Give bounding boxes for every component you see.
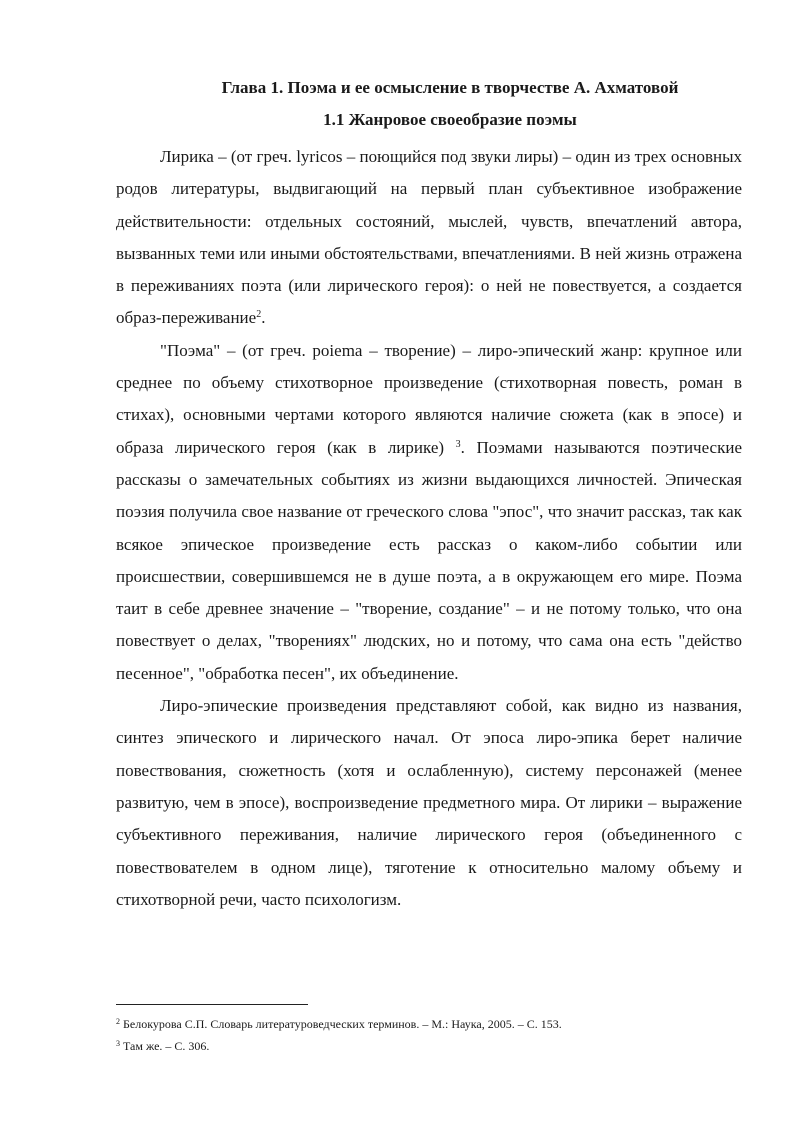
paragraph-text: "Поэма" – (от греч. poiema – творение) – лиро-эпический жанр: крупное или среднее по объему стихотворное произведение (стихотворная повесть, роман в стихах), основными чертами которого являются наличие сюжета (как в эпосе) и образа лирического героя (как в лирике) [116,340,742,457]
paragraph-text-continued: . Поэмами называются поэтические рассказы о замечательных событиях из жизни выдающихся личностей. Эпическая поэзия получила свое название от греческого слова "эпос", что значит рассказ, так как всякое эпическое произведение есть рассказ о каком-либо событии или происшествии, совершившемся не в душе поэта, а в окружающем его мире. Поэма таит в себе древнее значение – "творение, создание" – и не потому только, что она повествует о делах, "творениях" людских, но и потому, что сама она есть "действо песенное", "обработка песен", их объединение. [116,437,743,683]
paragraph-text: Лирика – (от греч. lyricos – поющийся под звуки лиры) – один из трех основных родов литературы, выдвигающий на первый план субъективное изображение действительности: отдельных состояний, мыслей, чувств, впечатлений автора, вызванных теми или иными обстоятельствами, впечатлениями. В ней жизнь отражена в переживаниях поэта (или лирического героя): о ней не повествуется, а создается образ-переживание [116,147,742,328]
paragraph-poem [116,335,742,690]
body-text [116,141,742,916]
footnote-ref[interactable]: 3 [455,438,461,450]
footnote-text: Белокурова С.П. Словарь литературоведческих терминов. – М.: Наука, 2005. – С. 153. [123,1017,562,1031]
chapter-title: Глава 1. Поэма и ее осмысление в творчестве А. Ахматовой [221,78,679,97]
footnote-separator [116,1004,308,1005]
section-title: 1.1 Жанровое своеобразие поэмы [323,110,577,129]
paragraph-text: Лиро-эпические произведения представляют собой, как видно из названия, синтез эпического и лирического начал. От эпоса лиро-эпика берет наличие повествования, сюжетность (хотя и ослабленную), систему персонажей (менее развитую, чем в эпосе), воспроизведение предметного мира. От лирики – выражение субъективного переживания, наличие лирического героя (объединенного с повествователем в одном лице), тяготение к относительно малому объему и стихотворной речи, часто психологизм. [116,696,742,909]
paragraph-lyric [116,141,742,335]
footnote-item [116,1035,742,1057]
footnote-ref[interactable]: 2 [256,309,262,321]
footnote-item [116,1013,742,1035]
paragraph-tail: . [261,308,266,328]
footnote-number: 3 [116,1039,120,1048]
paragraph-lyro-epic [116,690,742,916]
footnote-text: Там же. – С. 306. [123,1039,210,1053]
footnote-number: 2 [116,1017,120,1026]
footnotes [116,1013,742,1057]
